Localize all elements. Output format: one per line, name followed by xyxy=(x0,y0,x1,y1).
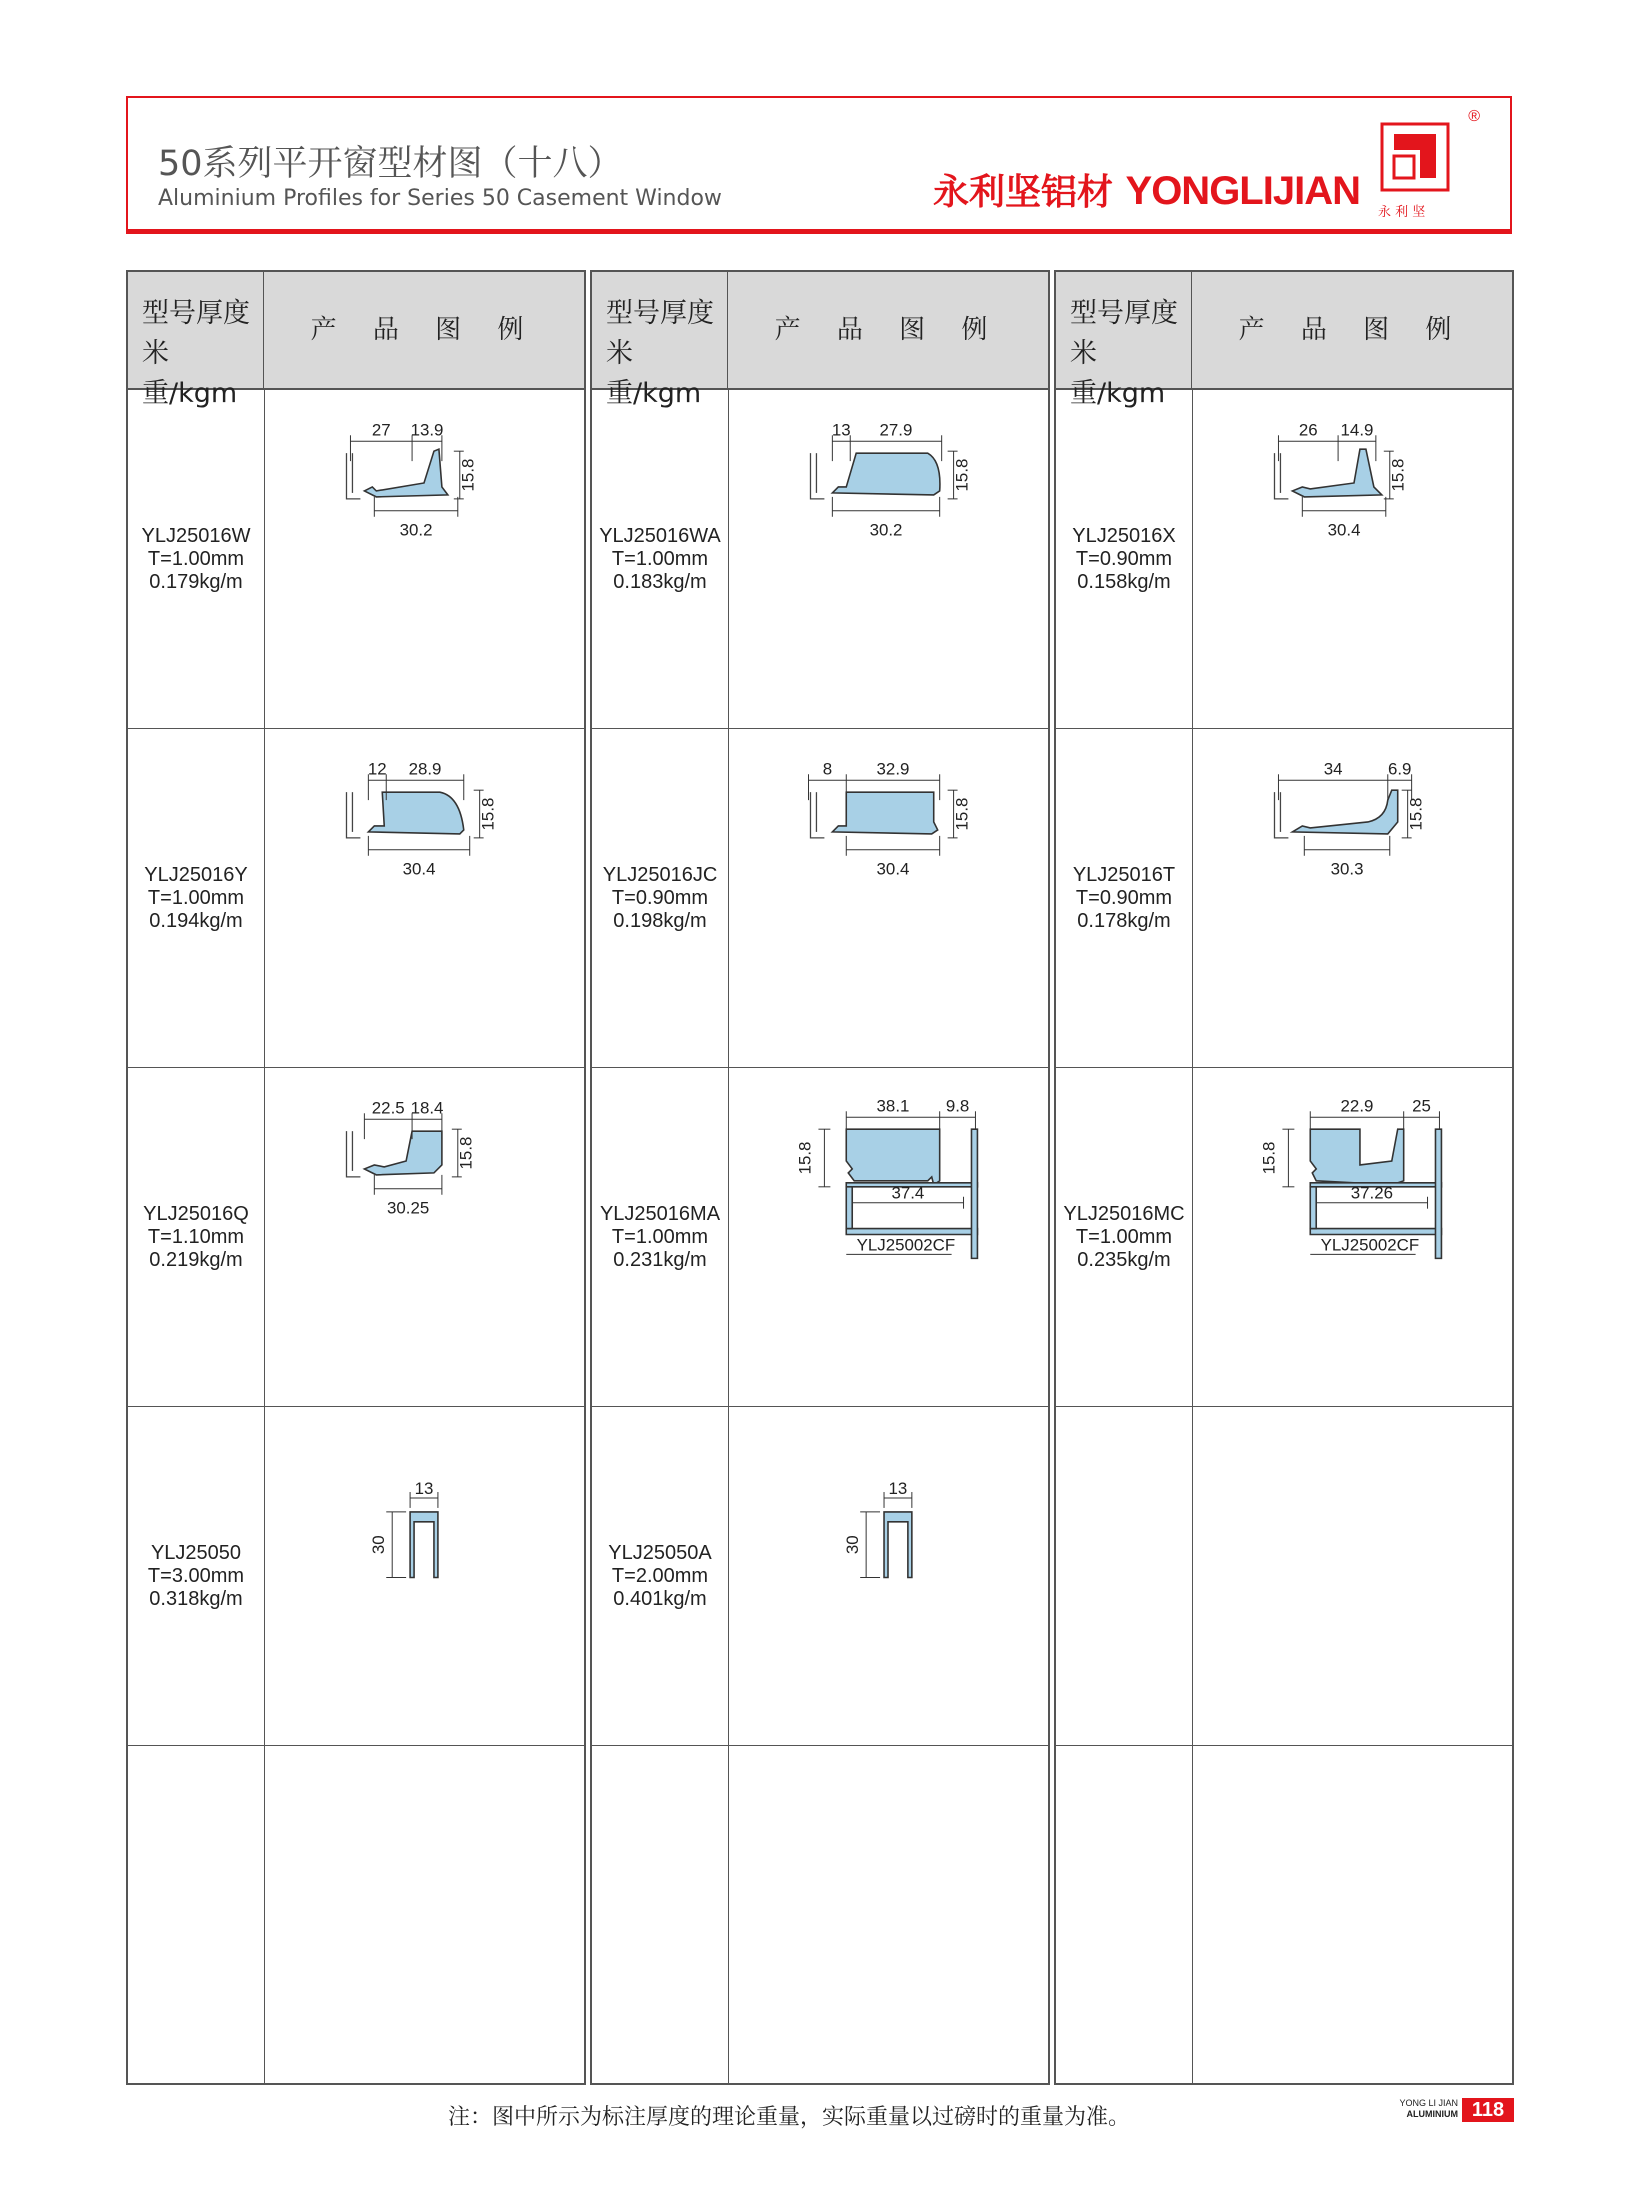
table-row xyxy=(592,1068,1048,1407)
spec-cell xyxy=(592,729,728,1067)
table-row xyxy=(592,729,1048,1068)
dimension-label: 26 xyxy=(1298,420,1318,440)
weight-per-meter: 0.158kg/m xyxy=(1077,570,1171,593)
wall-outline xyxy=(810,453,824,499)
profile-drawing xyxy=(265,1407,584,1745)
registered-mark: ® xyxy=(1468,108,1480,125)
weight-per-meter: 0.183kg/m xyxy=(613,570,707,593)
wall-thickness: T=3.00mm xyxy=(147,1564,245,1587)
dimension-label: 6.9 xyxy=(1387,759,1412,779)
profile-drawing xyxy=(729,1068,1048,1406)
dimension-label: 30.2 xyxy=(869,520,903,540)
frame-profile xyxy=(1435,1129,1441,1258)
table-row xyxy=(1056,1407,1512,1746)
profile-drawing-cell xyxy=(1193,1068,1512,1406)
spec-cell xyxy=(1056,390,1192,728)
header-spec-line1: 型号厚度 xyxy=(1070,298,1178,329)
weight-per-meter: 0.231kg/m xyxy=(613,1248,707,1271)
dimension-label: 30.2 xyxy=(399,520,433,540)
profile-drawing-cell xyxy=(1193,729,1512,1067)
model-number: YLJ25050A xyxy=(608,1541,712,1564)
header-spec-line2: 米重/kgm xyxy=(606,338,702,409)
dimension-label: 30 xyxy=(843,1535,863,1555)
table-row xyxy=(128,390,584,729)
spec-cell xyxy=(128,1746,264,2085)
dimension-label: 13 xyxy=(414,1479,434,1499)
profile-drawing xyxy=(729,1407,1048,1745)
dimension-label: 15.8 xyxy=(1388,458,1408,492)
profile-table-1 xyxy=(126,270,586,2085)
profile-shape xyxy=(832,792,937,834)
dimension-label: 22.5 xyxy=(371,1098,405,1118)
weight-per-meter: 0.219kg/m xyxy=(149,1248,243,1271)
header-drawing-cell: 产 品 图 例 xyxy=(1238,315,1466,345)
profile-shape xyxy=(364,449,447,497)
dimension-label: 25 xyxy=(1412,1096,1431,1116)
page-header xyxy=(126,96,1512,234)
dimension-label: 28.9 xyxy=(408,759,442,779)
profile-drawing xyxy=(729,390,1048,728)
table-row xyxy=(1056,1746,1512,2085)
spec-cell xyxy=(592,1068,728,1406)
footer-brand-line1: YONG LI JIAN xyxy=(1399,2098,1458,2108)
wall-outline xyxy=(346,792,360,838)
spec-cell xyxy=(592,390,728,728)
wall-thickness: T=1.00mm xyxy=(611,1225,709,1248)
frame-profile xyxy=(1310,1187,1316,1229)
profile-shape xyxy=(364,1131,442,1175)
dimension-label: 27 xyxy=(371,420,391,440)
profile-drawing xyxy=(729,729,1048,1067)
dimension-label: 15.8 xyxy=(456,1136,476,1170)
profile-shape xyxy=(1310,1129,1403,1185)
wall-outline xyxy=(810,792,824,838)
wall-thickness: T=2.00mm xyxy=(611,1564,709,1587)
weight-per-meter: 0.198kg/m xyxy=(613,909,707,932)
dimension-label: 15.8 xyxy=(1406,797,1426,831)
header-spec-cell xyxy=(128,272,264,409)
model-number: YLJ25016MC xyxy=(1063,1202,1185,1225)
header-spec-cell xyxy=(592,272,728,409)
profile-shape xyxy=(884,1512,912,1578)
dimension-label: 15.8 xyxy=(478,797,498,831)
spec-cell xyxy=(128,729,264,1067)
dimension-label: 18.4 xyxy=(410,1098,444,1118)
model-number: YLJ25016W xyxy=(141,524,251,547)
wall-thickness: T=0.90mm xyxy=(1075,547,1173,570)
table-header xyxy=(592,272,1048,409)
dimension-label: 30.4 xyxy=(402,859,436,879)
spec-cell xyxy=(128,390,264,728)
profile-shape xyxy=(410,1512,438,1578)
spec-cell xyxy=(1056,1746,1192,2085)
weight-per-meter: 0.179kg/m xyxy=(149,570,243,593)
profile-drawing-cell xyxy=(265,1746,584,2085)
wall-thickness: T=1.00mm xyxy=(1075,1225,1173,1248)
wall-thickness: T=0.90mm xyxy=(611,886,709,909)
weight-per-meter: 0.178kg/m xyxy=(1077,909,1171,932)
profile-drawing-cell xyxy=(265,729,584,1067)
dimension-label: 30.4 xyxy=(1327,520,1361,540)
dimension-label: 15.8 xyxy=(458,458,478,492)
header-spec-cell xyxy=(1056,272,1192,409)
dimension-label: 37.4 xyxy=(891,1183,925,1203)
weight-per-meter: 0.194kg/m xyxy=(149,909,243,932)
header-spec-line2: 米重/kgm xyxy=(1070,338,1166,409)
weight-per-meter: 0.401kg/m xyxy=(613,1587,707,1610)
model-number: YLJ25016Y xyxy=(144,863,248,886)
profile-shape xyxy=(846,1129,939,1185)
wall-thickness: T=1.00mm xyxy=(611,547,709,570)
dimension-label: 13 xyxy=(888,1479,908,1499)
table-row xyxy=(592,390,1048,729)
footer-note: 注：图中所示为标注厚度的理论重量，实际重量以过磅时的重量为准。 xyxy=(448,2105,1131,2130)
dimension-label: 15.8 xyxy=(1259,1141,1279,1175)
wall-outline xyxy=(1274,453,1288,499)
brand-name-en: YONGLIJIAN xyxy=(1125,169,1360,213)
profile-table-3 xyxy=(1054,270,1514,2085)
wall-outline xyxy=(346,453,360,499)
dimension-label: YLJ25002CF xyxy=(856,1235,956,1255)
dimension-label: 32.9 xyxy=(876,759,910,779)
header-spec-line1: 型号厚度 xyxy=(142,298,250,329)
model-number: YLJ25016WA xyxy=(599,524,721,547)
profile-drawing-cell xyxy=(1193,390,1512,728)
spec-cell xyxy=(1056,1068,1192,1406)
model-number: YLJ25050 xyxy=(150,1541,242,1564)
profile-shape xyxy=(368,792,463,834)
dimension-label: 30 xyxy=(369,1535,389,1555)
dimension-label: 37.26 xyxy=(1350,1183,1393,1203)
model-number: YLJ25016X xyxy=(1072,524,1176,547)
profile-drawing-cell xyxy=(265,1407,584,1745)
profile-drawing xyxy=(1193,1068,1512,1406)
dimension-label: 27.9 xyxy=(879,420,913,440)
dimension-label: 15.8 xyxy=(795,1141,815,1175)
dimension-label: 34 xyxy=(1323,759,1343,779)
profile-shape xyxy=(1292,449,1381,497)
page-title-cn: 50系列平开窗型材图（十八） xyxy=(158,144,623,184)
wall-thickness: T=1.10mm xyxy=(147,1225,245,1248)
dimension-label: 12 xyxy=(367,759,387,779)
frame-profile xyxy=(846,1229,977,1235)
dimension-label: 38.1 xyxy=(876,1096,910,1116)
table-header xyxy=(1056,272,1512,409)
profile-drawing-cell xyxy=(729,1407,1048,1745)
table-row xyxy=(592,1407,1048,1746)
table-row xyxy=(592,1746,1048,2085)
spec-cell xyxy=(128,1068,264,1406)
dimension-label: YLJ25002CF xyxy=(1320,1235,1420,1255)
footer-brand-line2: ALUMINIUM xyxy=(1406,2109,1458,2119)
table-header xyxy=(128,272,584,409)
table-row xyxy=(1056,729,1512,1068)
wall-thickness: T=1.00mm xyxy=(147,886,245,909)
spec-cell xyxy=(1056,729,1192,1067)
weight-per-meter: 0.318kg/m xyxy=(149,1587,243,1610)
profile-drawing xyxy=(1193,390,1512,728)
profile-drawing-cell xyxy=(729,390,1048,728)
profile-drawing xyxy=(265,1068,584,1406)
dimension-label: 15.8 xyxy=(952,458,972,492)
model-number: YLJ25016T xyxy=(1072,863,1176,886)
dimension-label: 14.9 xyxy=(1340,420,1374,440)
page-number: 118 xyxy=(1462,2098,1514,2122)
profile-shape xyxy=(1292,790,1397,834)
brand-name-cn: 永利坚铝材 xyxy=(932,172,1113,213)
header-spec-line1: 型号厚度 xyxy=(606,298,714,329)
profile-drawing-cell xyxy=(265,1068,584,1406)
spec-cell xyxy=(592,1746,728,2085)
table-row xyxy=(128,1068,584,1407)
profile-shape xyxy=(832,453,940,495)
model-number: YLJ25016JC xyxy=(602,863,718,886)
wall-thickness: T=1.00mm xyxy=(147,547,245,570)
table-row xyxy=(1056,390,1512,729)
dimension-label: 13.9 xyxy=(410,420,444,440)
spec-cell xyxy=(128,1407,264,1745)
header-spec-line2: 米重/kgm xyxy=(142,338,238,409)
profile-drawing xyxy=(265,729,584,1067)
model-number: YLJ25016MA xyxy=(599,1202,721,1225)
header-drawing-cell: 产 品 图 例 xyxy=(310,315,538,345)
dimension-label: 30.4 xyxy=(876,859,910,879)
profile-drawing-cell xyxy=(1193,1407,1512,1745)
profile-drawing-cell xyxy=(1193,1746,1512,2085)
dimension-label: 9.8 xyxy=(945,1096,970,1116)
frame-profile xyxy=(1310,1229,1441,1235)
wall-outline xyxy=(1274,792,1288,838)
table-row xyxy=(128,1746,584,2085)
spec-cell xyxy=(592,1407,728,1745)
model-number: YLJ25016Q xyxy=(143,1202,249,1225)
profile-drawing-cell xyxy=(729,1746,1048,2085)
dimension-label: 8 xyxy=(822,759,833,779)
page-title-en: Aluminium Profiles for Series 50 Casement Window xyxy=(158,186,722,211)
dimension-label: 15.8 xyxy=(952,797,972,831)
frame-profile xyxy=(971,1129,977,1258)
logo-caption: 永 利 坚 xyxy=(1378,205,1426,220)
frame-profile xyxy=(846,1187,852,1229)
header-drawing-cell: 产 品 图 例 xyxy=(774,315,1002,345)
profile-table-2 xyxy=(590,270,1050,2085)
profile-drawing xyxy=(1193,729,1512,1067)
table-row xyxy=(128,729,584,1068)
table-row xyxy=(128,1407,584,1746)
dimension-label: 13 xyxy=(831,420,851,440)
wall-outline xyxy=(346,1131,360,1177)
brand-logo-icon xyxy=(1372,120,1458,224)
dimension-label: 30.3 xyxy=(1330,859,1364,879)
profile-drawing-cell xyxy=(265,390,584,728)
footer-brand xyxy=(1388,2098,1458,2120)
dimension-label: 30.25 xyxy=(386,1198,430,1218)
profile-drawing xyxy=(265,390,584,728)
dimension-label: 22.9 xyxy=(1340,1096,1374,1116)
spec-cell xyxy=(1056,1407,1192,1745)
brand-name xyxy=(933,164,1360,215)
wall-thickness: T=0.90mm xyxy=(1075,886,1173,909)
table-row xyxy=(1056,1068,1512,1407)
weight-per-meter: 0.235kg/m xyxy=(1077,1248,1171,1271)
profile-drawing-cell xyxy=(729,729,1048,1067)
profile-drawing-cell xyxy=(729,1068,1048,1406)
